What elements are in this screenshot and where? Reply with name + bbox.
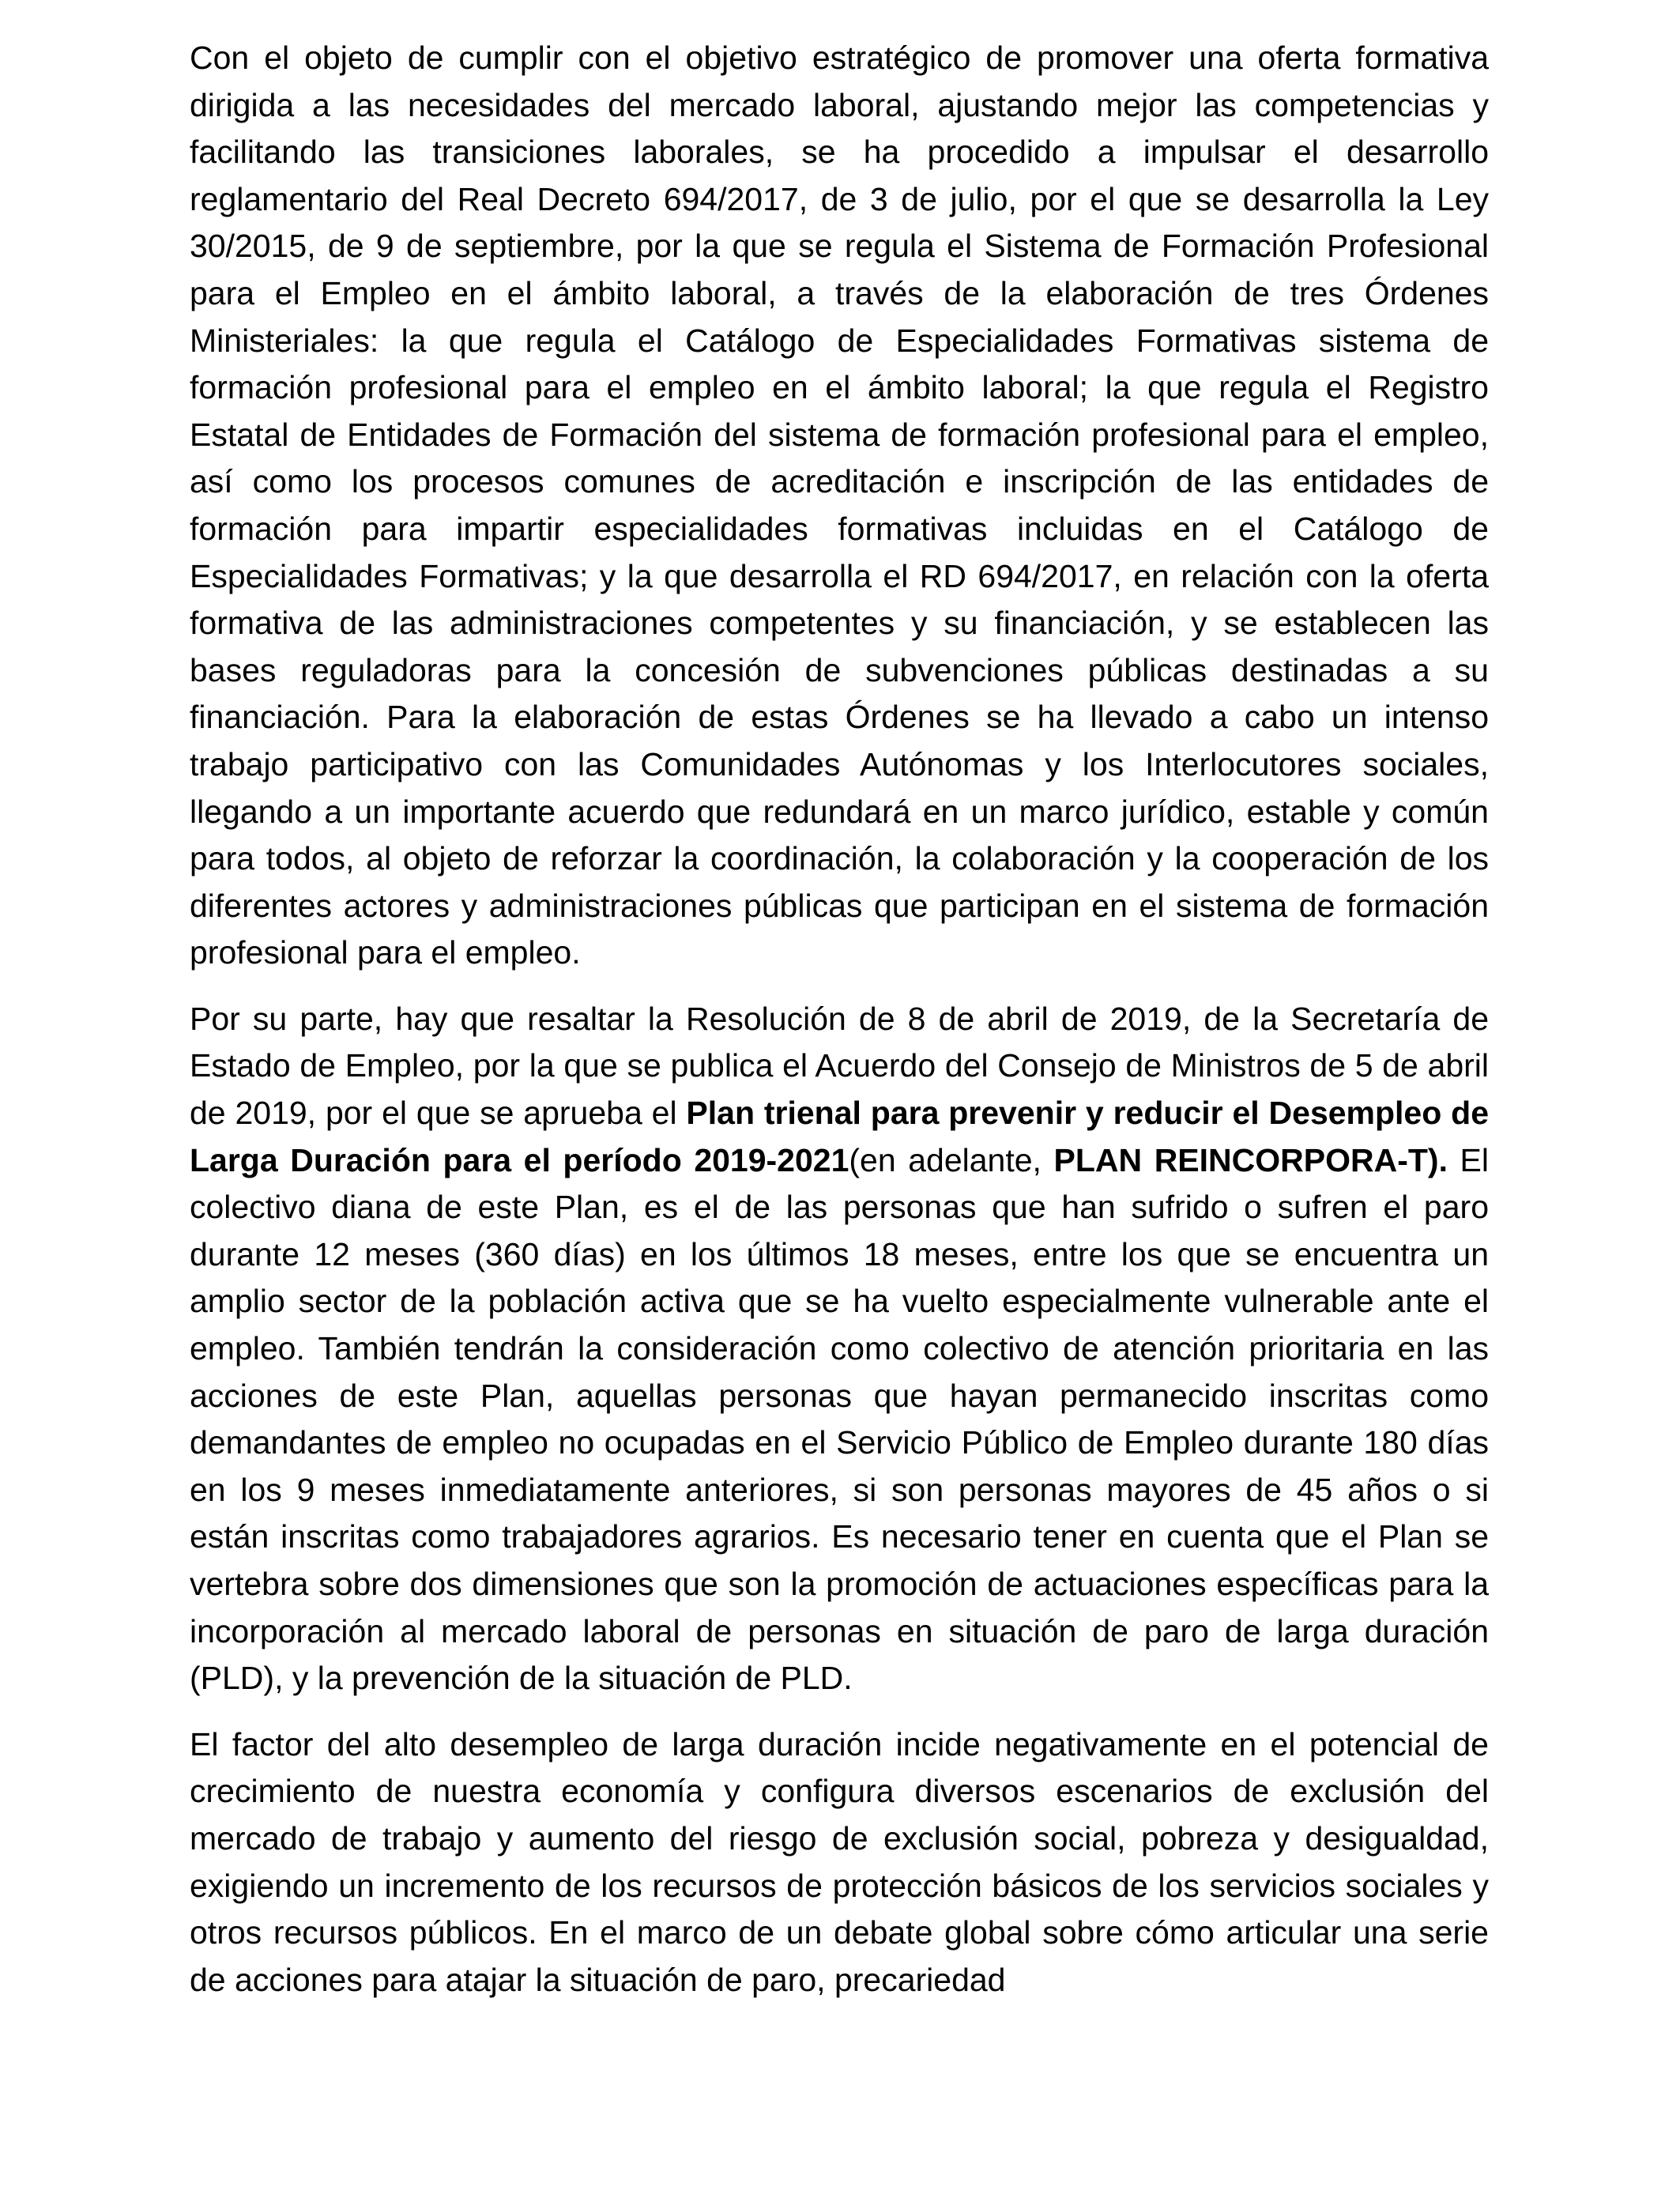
paragraph-text: Con el objeto de cumplir con el objetivo estratégico de promover una oferta formativa dirigida a las necesidades del mercado laboral, ajustando mejor las competencias y facilitando las transiciones laborales, se ha procedido a impulsar el desarrollo reglamentario del Real Decreto 694/2017, de 3 de julio, por el que se desarrolla la Ley 30/2015, de 9 de septiembre, por la que se regula el Sistema de Formación Profesional para el Empleo en el ámbito laboral, a través de la elaboración de tres Órdenes Ministeriales: la que regula el Catálogo de Especialidades Formativas sistema de formación profesional para el empleo en el ámbito laboral; la que regula el Registro Estatal de Entidades de Formación del sistema de formación profesional para el empleo, así como los procesos comunes de acreditación e inscripción de las entidades de formación para impartir especialidades formativas incluidas en el Catálogo de Especialidades Formativas; y la que desarrolla el RD 694/2017, en relación con la oferta formativa de las administraciones competentes y su financiación, y se establecen las bases reguladoras para la concesión de subvenciones públicas destinadas a su financiación. Para la elaboración de estas Órdenes se ha llevado a cabo un intenso trabajo participativo con las Comunidades Autónomas y los Interlocutores sociales, llegando a un importante acuerdo que redundará en un marco jurídico, estable y común para todos, al objeto de reforzar la coordinación, la colaboración y la cooperación de los diferentes actores y administraciones públicas que participan en el sistema de formación profesional para el empleo. xyxy=(190,40,1489,971)
document-page xyxy=(190,35,1489,2022)
paragraph-text: Por su parte, hay que resaltar la Resolución de 8 de abril de 2019, de la Secretaría de Estado de Empleo, por la que se publica el Acuerdo del Consejo de Ministros de 5 de abril de 2019, por el que se aprueba el xyxy=(190,1000,1489,1132)
paragraph-text: El factor del alto desempleo de larga duración incide negativamente en el potencial de crecimiento de nuestra economía y configura diversos escenarios de exclusión del mercado de trabajo y aumento del riesgo de exclusión social, pobreza y desigualdad, exigiendo un incremento de los recursos de protección básicos de los servicios sociales y otros recursos públicos. En el marco de un debate global sobre cómo articular una serie de acciones para atajar la situación de paro, precariedad xyxy=(190,1725,1489,1998)
paragraph-long-term-unemployment xyxy=(190,1721,1489,2004)
paragraph-text: (en adelante, xyxy=(849,1141,1054,1178)
plan-name-bold: PLAN REINCORPORA-T). xyxy=(1053,1141,1448,1178)
paragraph-text: El colectivo diana de este Plan, es el de las personas que han sufrido o sufren el paro durante 12 meses (360 días) en los últimos 18 meses, entre los que se encuentra un amplio sector de la población activa que se ha vuelto especialmente vulnerable ante el empleo. También tendrán la consideración como colectivo de atención prioritaria en las acciones de este Plan, aquellas personas que hayan permanecido inscritas como demandantes de empleo no ocupadas en el Servicio Público de Empleo durante 180 días en los 9 meses inmediatamente anteriores, si son personas mayores de 45 años o si están inscritas como trabajadores agrarios. Es necesario tener en cuenta que el Plan se vertebra sobre dos dimensiones que son la promoción de actuaciones específicas para la incorporación al mercado laboral de personas en situación de paro de larga duración (PLD), y la prevención de la situación de PLD. xyxy=(190,1141,1489,1697)
paragraph-plan-reincorpora xyxy=(190,996,1489,1702)
paragraph-training-orders xyxy=(190,35,1489,977)
plan-title-bold: Plan trienal para prevenir y reducir el Desempleo de Larga Duración para el período 2019-2021 xyxy=(190,1095,1489,1178)
